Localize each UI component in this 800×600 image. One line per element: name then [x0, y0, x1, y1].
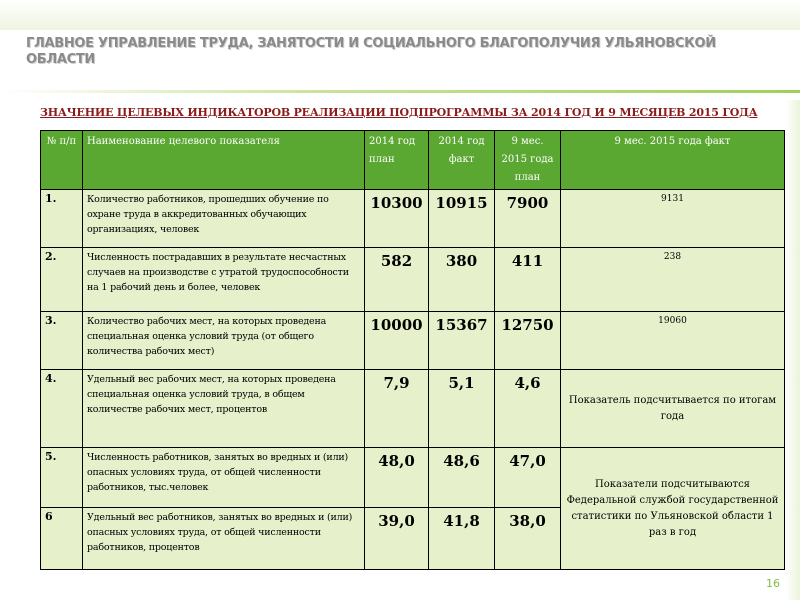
row-number: 6: [41, 508, 83, 570]
header-name: Наименование целевого показателя: [83, 131, 365, 190]
right-decoration: [786, 100, 800, 600]
indicator-name: Численность пострадавших в результате несчастных случаев на производстве с утратой трудоспособности на 1 рабочий день и более, человек: [83, 248, 365, 312]
title-divider: [0, 90, 800, 93]
fact-2014-value: 48,6: [429, 448, 495, 508]
table-row: [41, 448, 785, 508]
fact-2014-value: 15367: [429, 312, 495, 370]
fact-2014-value: 10915: [429, 190, 495, 248]
plan-9m-value: 47,0: [495, 448, 561, 508]
row-number: 4.: [41, 370, 83, 448]
fact-9m-note: Показатель подсчитывается по итогам года: [561, 370, 785, 448]
plan-9m-value: 411: [495, 248, 561, 312]
plan-2014-value: 39,0: [365, 508, 429, 570]
table-row: [41, 312, 785, 370]
indicator-name: Численность работников, занятых во вредных и (или) опасных условиях труда, от общей численности работников, тыс.человек: [83, 448, 365, 508]
fact-9m-value: 238: [561, 248, 785, 312]
plan-9m-value: 12750: [495, 312, 561, 370]
header-plan-9m: 9 мес. 2015 года план: [495, 131, 561, 190]
row-number: 2.: [41, 248, 83, 312]
plan-9m-value: 4,6: [495, 370, 561, 448]
slide-number: 16: [766, 577, 780, 590]
plan-2014-value: 10000: [365, 312, 429, 370]
header-fact-9m: 9 мес. 2015 года факт: [561, 131, 785, 190]
table-header-row: [41, 131, 785, 190]
row-number: 5.: [41, 448, 83, 508]
row-number: 1.: [41, 190, 83, 248]
plan-2014-value: 7,9: [365, 370, 429, 448]
top-decoration: [0, 0, 800, 30]
indicator-name: Количество работников, прошедших обучение по охране труда в аккредитованных обучающих организациях, человек: [83, 190, 365, 248]
indicators-table: [40, 130, 785, 570]
indicator-name: Удельный вес работников, занятых во вредных и (или) опасных условиях труда, от общей численности работников, процентов: [83, 508, 365, 570]
fact-9m-value: 9131: [561, 190, 785, 248]
plan-9m-value: 38,0: [495, 508, 561, 570]
plan-2014-value: 582: [365, 248, 429, 312]
row-number: 3.: [41, 312, 83, 370]
fact-2014-value: 5,1: [429, 370, 495, 448]
fact-2014-value: 41,8: [429, 508, 495, 570]
table-subtitle: ЗНАЧЕНИЕ ЦЕЛЕВЫХ ИНДИКАТОРОВ РЕАЛИЗАЦИИ ПОДПРОГРАММЫ ЗА 2014 ГОД И 9 МЕСЯЦЕВ 2015 ГОДА: [40, 106, 758, 119]
header-plan-2014: 2014 год план: [365, 131, 429, 190]
header-fact-2014: 2014 год факт: [429, 131, 495, 190]
indicators-table-wrap: [40, 130, 784, 570]
indicator-name: Количество рабочих мест, на которых проведена специальная оценка условий труда (от общего количества рабочих мест): [83, 312, 365, 370]
plan-9m-value: 7900: [495, 190, 561, 248]
plan-2014-value: 48,0: [365, 448, 429, 508]
table-row: [41, 370, 785, 448]
merged-statistics-note: Показатели подсчитываются Федеральной службой государственной статистики по Ульяновской области 1 раз в год: [561, 448, 785, 570]
fact-9m-value: 19060: [561, 312, 785, 370]
table-row: [41, 248, 785, 312]
header-num: № п/п: [41, 131, 83, 190]
table-row: [41, 190, 785, 248]
page-title: ГЛАВНОЕ УПРАВЛЕНИЕ ТРУДА, ЗАНЯТОСТИ И СОЦИАЛЬНОГО БЛАГОПОЛУЧИЯ УЛЬЯНОВСКОЙ ОБЛАСТИ: [26, 36, 716, 67]
indicator-name: Удельный вес рабочих мест, на которых проведена специальная оценка условий труда, в общем количестве рабочих мест, процентов: [83, 370, 365, 448]
plan-2014-value: 10300: [365, 190, 429, 248]
fact-2014-value: 380: [429, 248, 495, 312]
